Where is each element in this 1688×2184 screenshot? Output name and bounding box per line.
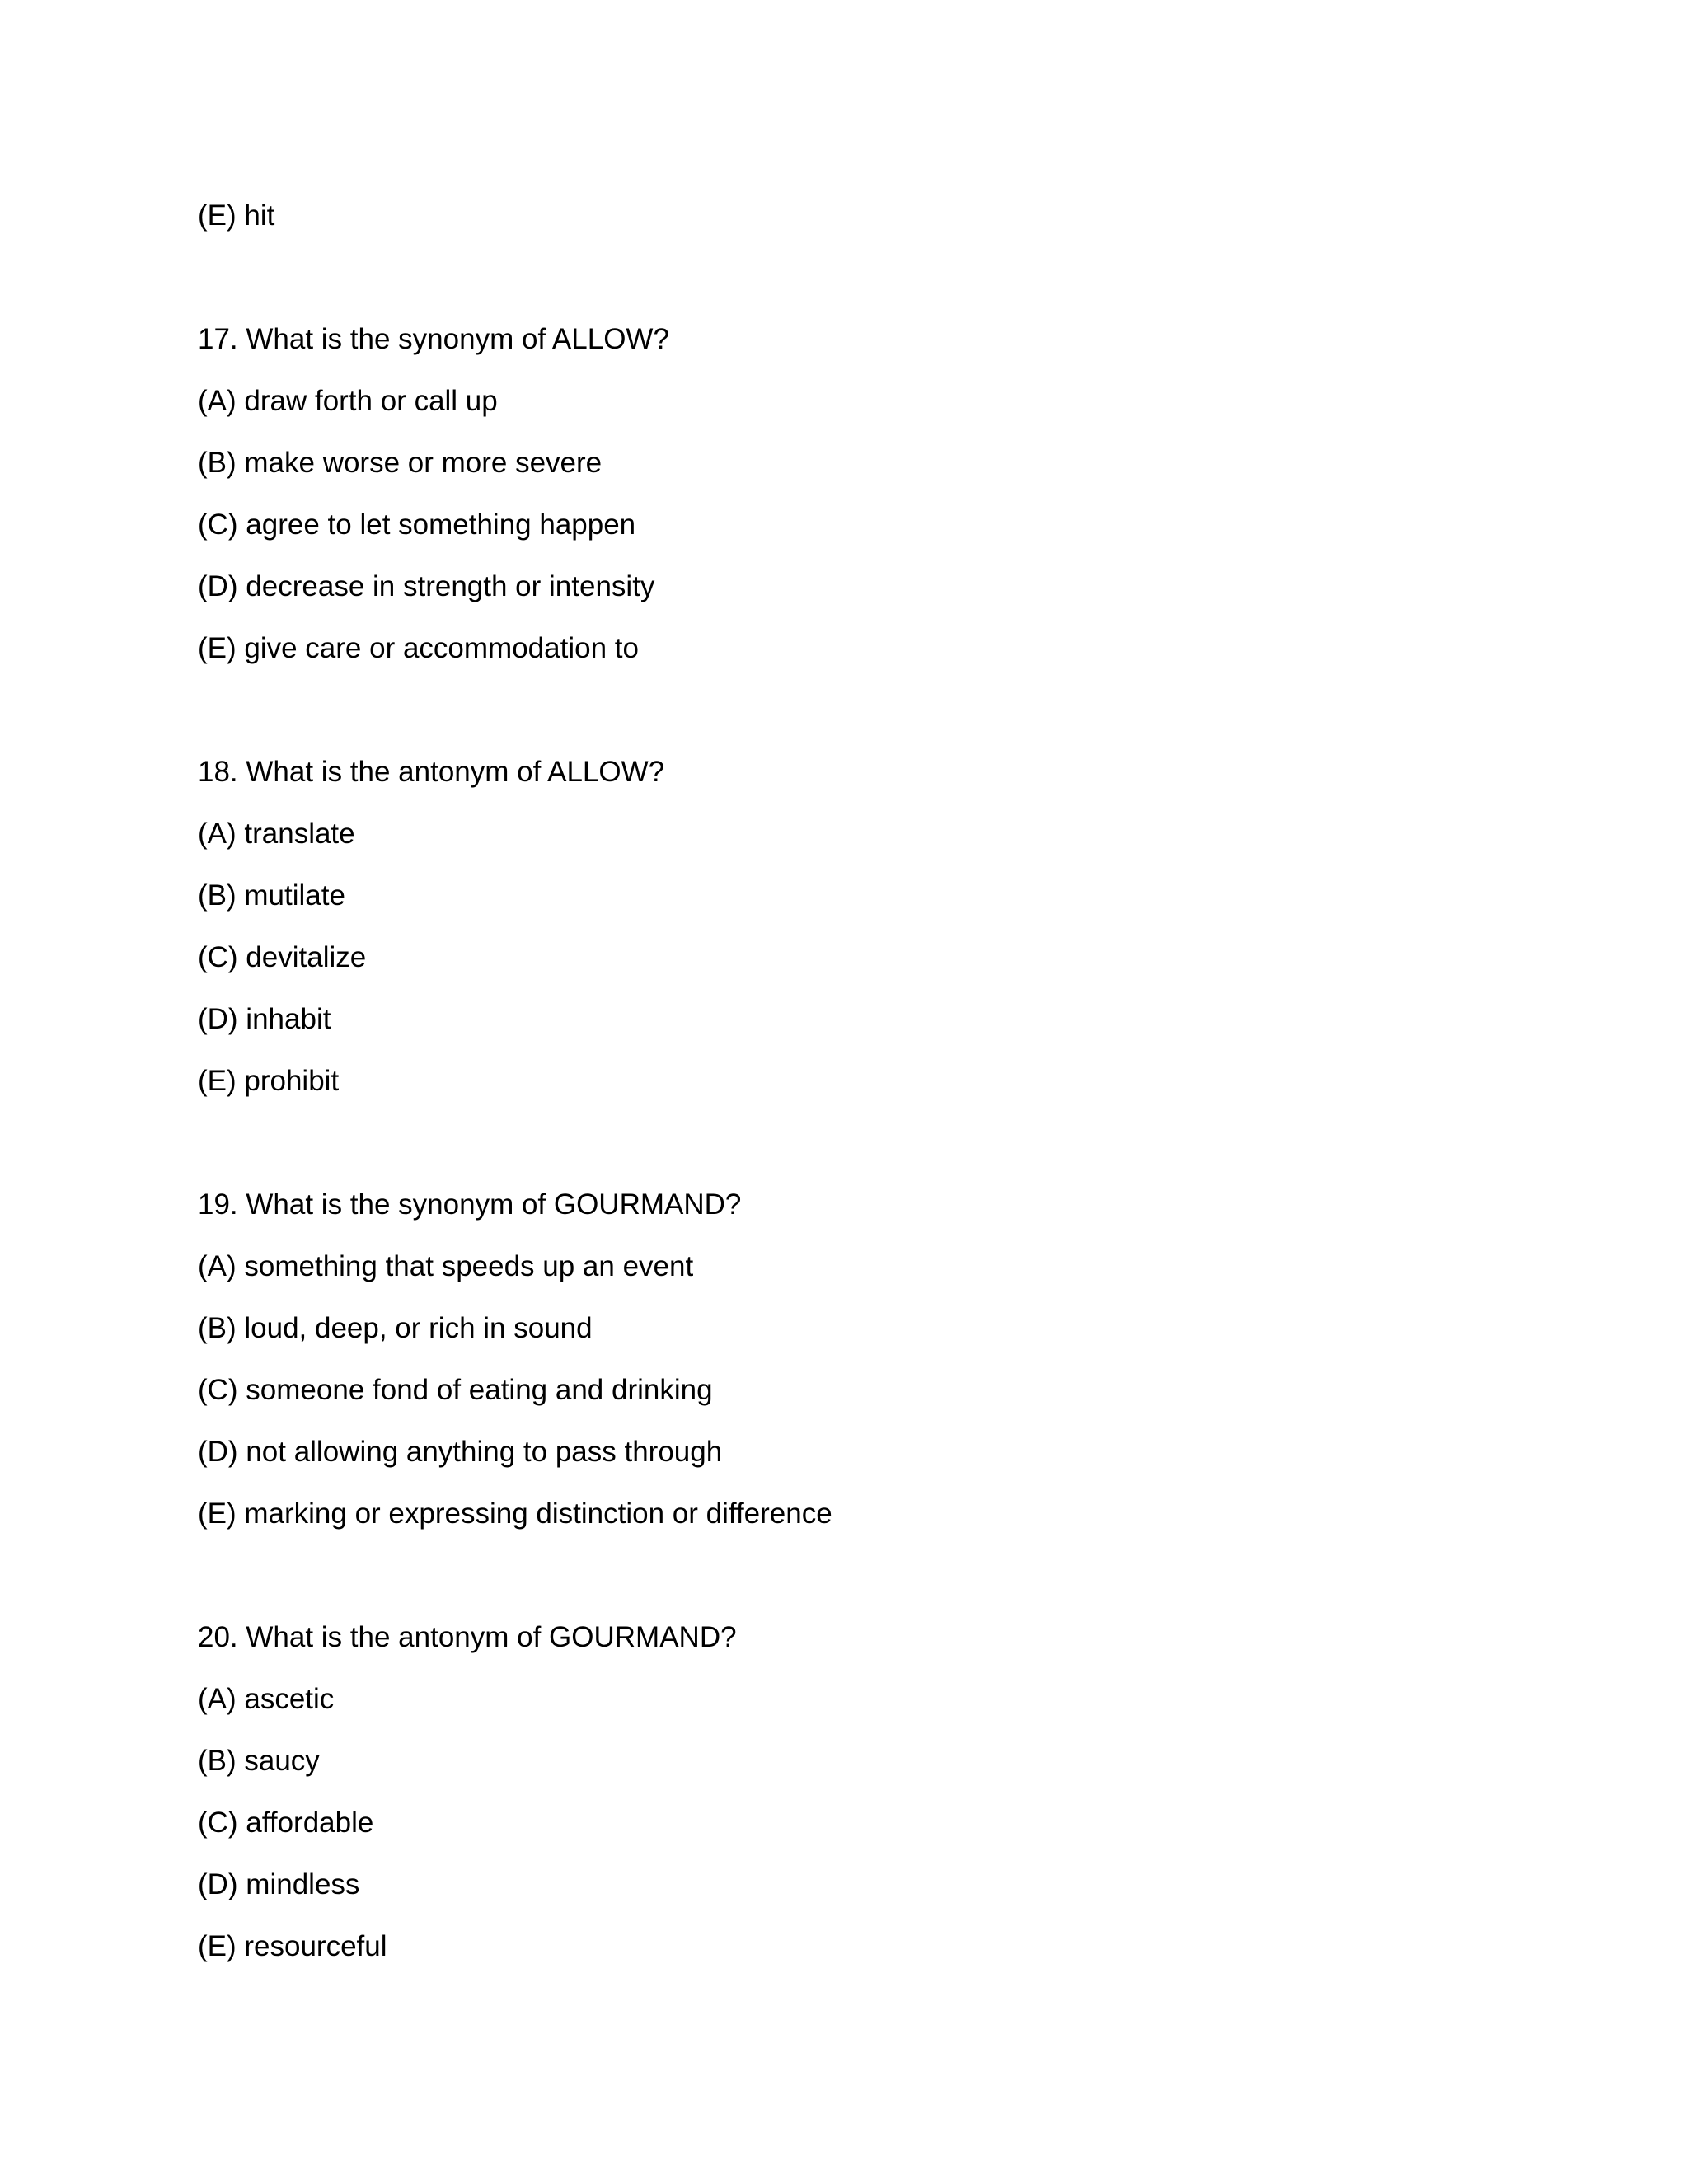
question-19-option-c: (C) someone fond of eating and drinking [198,1374,713,1406]
question-17-option-e: (E) give care or accommodation to [198,632,639,664]
question-20-prompt: 20. What is the antonym of GOURMAND? [198,1621,737,1653]
question-19-option-a: (A) something that speeds up an event [198,1250,694,1282]
question-19-option-d: (D) not allowing anything to pass through [198,1436,723,1468]
question-19-option-e: (E) marking or expressing distinction or difference [198,1497,832,1530]
question-20-option-b: (B) saucy [198,1745,320,1777]
question-18-option-b: (B) mutilate [198,879,345,912]
question-18-prompt: 18. What is the antonym of ALLOW? [198,756,665,788]
question-17-option-a: (A) draw forth or call up [198,385,498,417]
leading-option: (E) hit [198,199,275,232]
question-19-prompt: 19. What is the synonym of GOURMAND? [198,1188,742,1221]
question-18-option-a: (A) translate [198,818,355,850]
question-17-option-c: (C) agree to let something happen [198,509,636,541]
question-17-option-b: (B) make worse or more severe [198,447,603,479]
question-20-option-d: (D) mindless [198,1868,360,1900]
question-20-option-c: (C) affordable [198,1807,374,1839]
question-20-option-e: (E) resourceful [198,1930,387,1962]
question-20-option-a: (A) ascetic [198,1683,335,1715]
question-18-option-d: (D) inhabit [198,1003,331,1035]
question-18-option-c: (C) devitalize [198,941,367,973]
question-17-option-d: (D) decrease in strength or intensity [198,570,655,602]
question-19-option-b: (B) loud, deep, or rich in sound [198,1312,593,1344]
question-17-prompt: 17. What is the synonym of ALLOW? [198,323,669,355]
question-18-option-e: (E) prohibit [198,1065,340,1097]
